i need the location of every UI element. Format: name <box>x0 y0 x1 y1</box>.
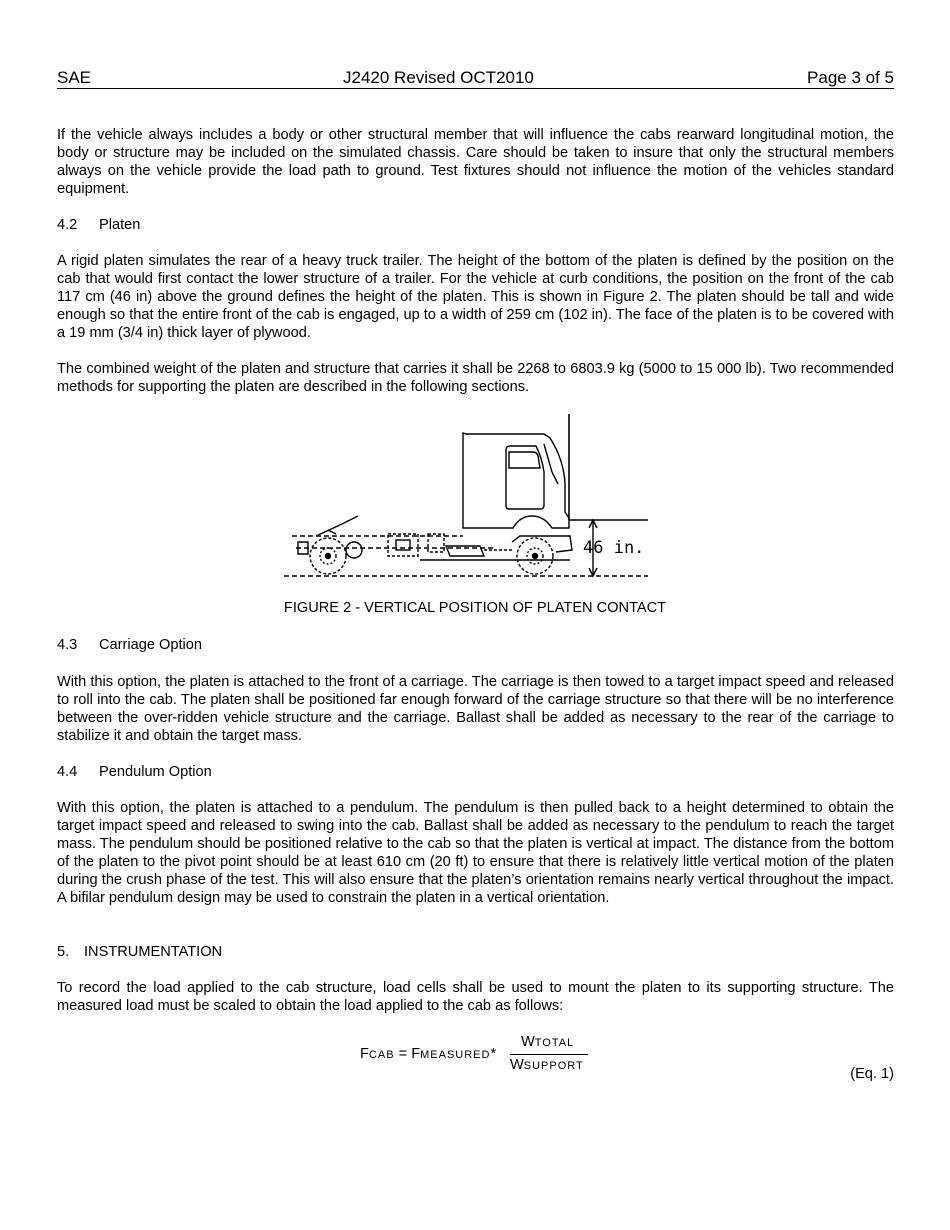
fuel-tank <box>428 534 444 552</box>
section-number: 5. <box>57 944 70 960</box>
dimension-label: 46 in. <box>583 538 645 558</box>
rear-hub-detail <box>346 542 362 558</box>
platen-paragraph-1: A rigid platen simulates the rear of a heavy truck trailer. The height of the bottom of the platen is defined by the position on the cab that would first contact the lower structure of a trailer. For the vehicle at curb conditions, the position on the front of the cab 117 cm (46 in) above the ground defines the height of the platen. This is shown in Figure 2. The platen should be tall and wide enough so that the entire front of the cab is engaged, up to a width of 259 cm (102 in). The face of the platen is to be covered with a 19 mm (3/4 in) thick layer of plywood. <box>57 253 894 341</box>
fraction-denominator: WSUPPORT <box>510 1057 584 1073</box>
instrumentation-paragraph: To record the load applied to the cab structure, load cells shall be used to mount the platen to its supporting structure. The measured load must be scaled to obtain the load applied to the cab as follows: <box>57 980 894 1014</box>
equation-label: (Eq. 1) <box>850 1066 894 1082</box>
header-doc-id: J2420 Revised OCT2010 <box>343 68 534 87</box>
section-title: Carriage Option <box>99 637 203 653</box>
carriage-paragraph: With this option, the platen is attached to the front of a carriage. The carriage is then towed to a target impact speed and released to roll into the cab. The platen shall be positioned far enough forward of the carriage structure so that there will be no interference between the over-ridden vehicle structure and the carriage. Ballast shall be added as necessary to the rear of the carriage to stabilize it and obtain the target mass. <box>57 674 894 744</box>
equation-1 <box>360 1034 600 1080</box>
header-page-number: Page 3 of 5 <box>807 68 894 87</box>
equation-lhs: FCAB = FMEASURED* <box>360 1046 497 1062</box>
section-title: Platen <box>99 217 141 233</box>
fraction-numerator: WTOTAL <box>521 1034 575 1050</box>
figure-truck-platen <box>280 410 660 585</box>
cab-outline <box>463 433 569 528</box>
fraction-bar <box>510 1054 588 1055</box>
section-title: Pendulum Option <box>99 764 212 780</box>
section-number: 4.4 <box>57 764 78 780</box>
header-org: SAE <box>57 68 92 87</box>
platen-paragraph-2: The combined weight of the platen and structure that carries it shall be 2268 to 6803.9 kg (5000 to 15 000 lb). Two recommended methods for supporting the platen are described in the following sections. <box>57 361 894 395</box>
section-4-3-heading <box>57 636 202 654</box>
section-number: 4.3 <box>57 637 78 653</box>
figure-caption: FIGURE 2 - VERTICAL POSITION OF PLATEN CONTACT <box>283 600 667 616</box>
intro-paragraph: If the vehicle always includes a body or other structural member that will influence the cabs rearward longitudinal motion, the body or structure may be included on the simulated chassis. Care should be taken to insure that only the structural members always on the vehicle provide the load path to ground. Test fixtures should not influence the motion of the vehicles standard equipment. <box>57 127 894 197</box>
front-bumper <box>512 536 572 552</box>
section-title: INSTRUMENTATION <box>84 944 223 960</box>
page-header <box>57 68 894 89</box>
section-4-2-heading <box>57 216 140 234</box>
section-5-heading <box>57 943 222 961</box>
pendulum-paragraph: With this option, the platen is attached to a pendulum. The pendulum is then pulled back to a height determined to obtain the target impact speed and released to swing into the cab. Ballast shall be added as necessary to the pendulum to reach the target mass. The pendulum should be positioned relative to the cab so that the platen is vertical at impact. The distance from the bottom of the platen to the pivot point should be at least 610 cm (20 ft) to ensure that there is relatively little vertical motion of the platen during the crush phase of the test. This will also ensure that the platen’s orientation remains nearly vertical throughout the impact. A bifilar pendulum design may be used to constrain the platen in a vertical orientation. <box>57 800 894 906</box>
section-4-4-heading <box>57 763 212 781</box>
section-number: 4.2 <box>57 217 78 233</box>
battery-box <box>388 534 418 556</box>
cab-vent-window <box>509 452 540 468</box>
fifth-wheel <box>316 516 358 536</box>
truck-diagram <box>280 410 660 585</box>
